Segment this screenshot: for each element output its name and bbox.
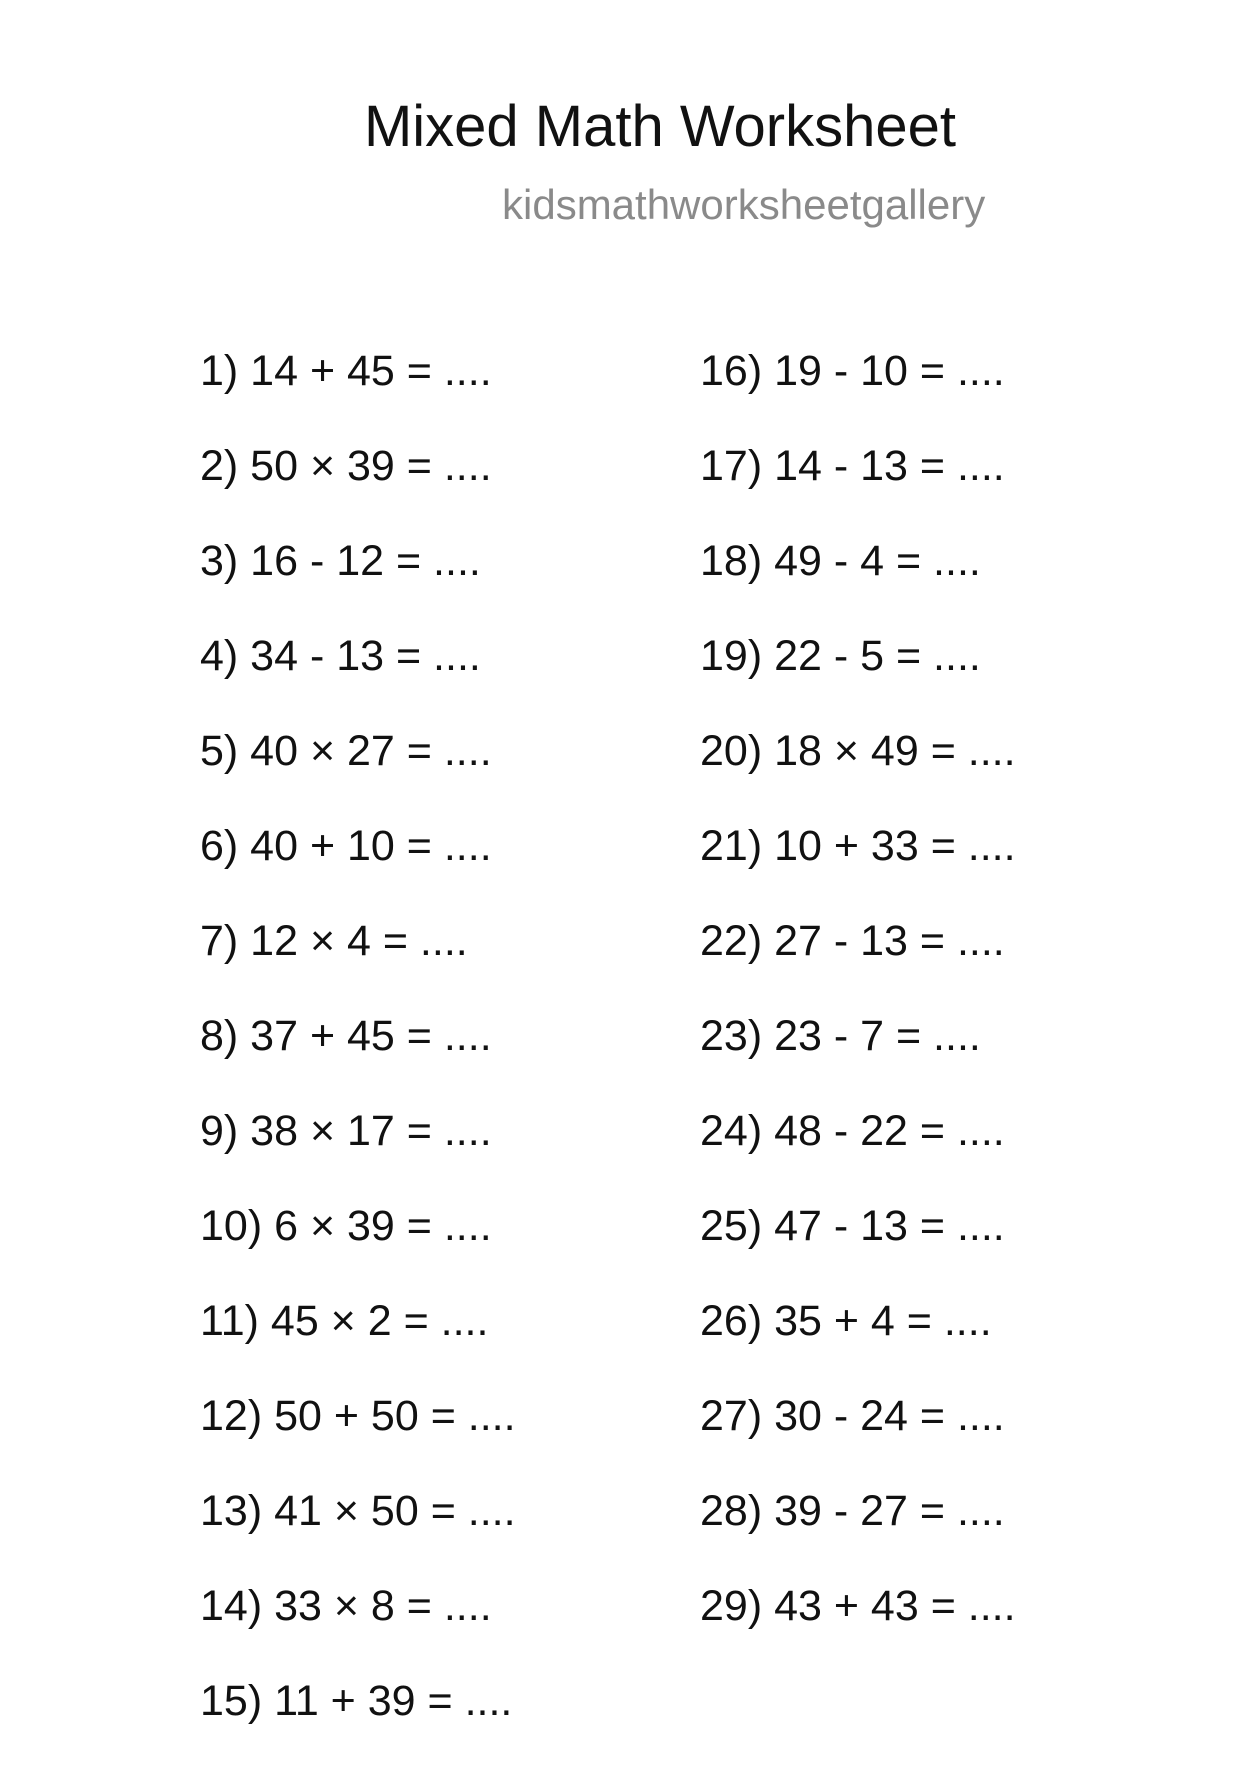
problem-28: 28) 39 - 27 = .... [700,1487,1005,1535]
problem-1: 1) 14 + 45 = .... [200,347,492,395]
problem-21: 21) 10 + 33 = .... [700,822,1016,870]
problem-27: 27) 30 - 24 = .... [700,1392,1005,1440]
problem-22: 22) 27 - 13 = .... [700,917,1005,965]
problem-2: 2) 50 × 39 = .... [200,442,492,490]
problem-25: 25) 47 - 13 = .... [700,1202,1005,1250]
problem-26: 26) 35 + 4 = .... [700,1297,992,1345]
problem-3: 3) 16 - 12 = .... [200,537,481,585]
problem-11: 11) 45 × 2 = .... [200,1297,489,1345]
worksheet-subtitle: kidsmathworksheetgallery [502,181,986,228]
problem-7: 7) 12 × 4 = .... [200,917,468,965]
problem-6: 6) 40 + 10 = .... [200,822,492,870]
problem-16: 16) 19 - 10 = .... [700,347,1005,395]
problem-5: 5) 40 × 27 = .... [200,727,492,775]
problem-column-left [200,347,516,1775]
problem-12: 12) 50 + 50 = .... [200,1392,516,1440]
problem-13: 13) 41 × 50 = .... [200,1487,516,1535]
problem-15: 15) 11 + 39 = .... [200,1677,513,1725]
worksheet-title: Mixed Math Worksheet [363,94,957,159]
problem-23: 23) 23 - 7 = .... [700,1012,981,1060]
problem-17: 17) 14 - 13 = .... [700,442,1005,490]
problem-24: 24) 48 - 22 = .... [700,1107,1005,1155]
problem-column-right [700,347,1016,1680]
problem-9: 9) 38 × 17 = .... [200,1107,492,1155]
problem-8: 8) 37 + 45 = .... [200,1012,492,1060]
problem-19: 19) 22 - 5 = .... [700,632,981,680]
problem-18: 18) 49 - 4 = .... [700,537,981,585]
problem-10: 10) 6 × 39 = .... [200,1202,492,1250]
problem-20: 20) 18 × 49 = .... [700,727,1016,775]
problem-29: 29) 43 + 43 = .... [700,1582,1016,1630]
problem-14: 14) 33 × 8 = .... [200,1582,492,1630]
problem-4: 4) 34 - 13 = .... [200,632,481,680]
